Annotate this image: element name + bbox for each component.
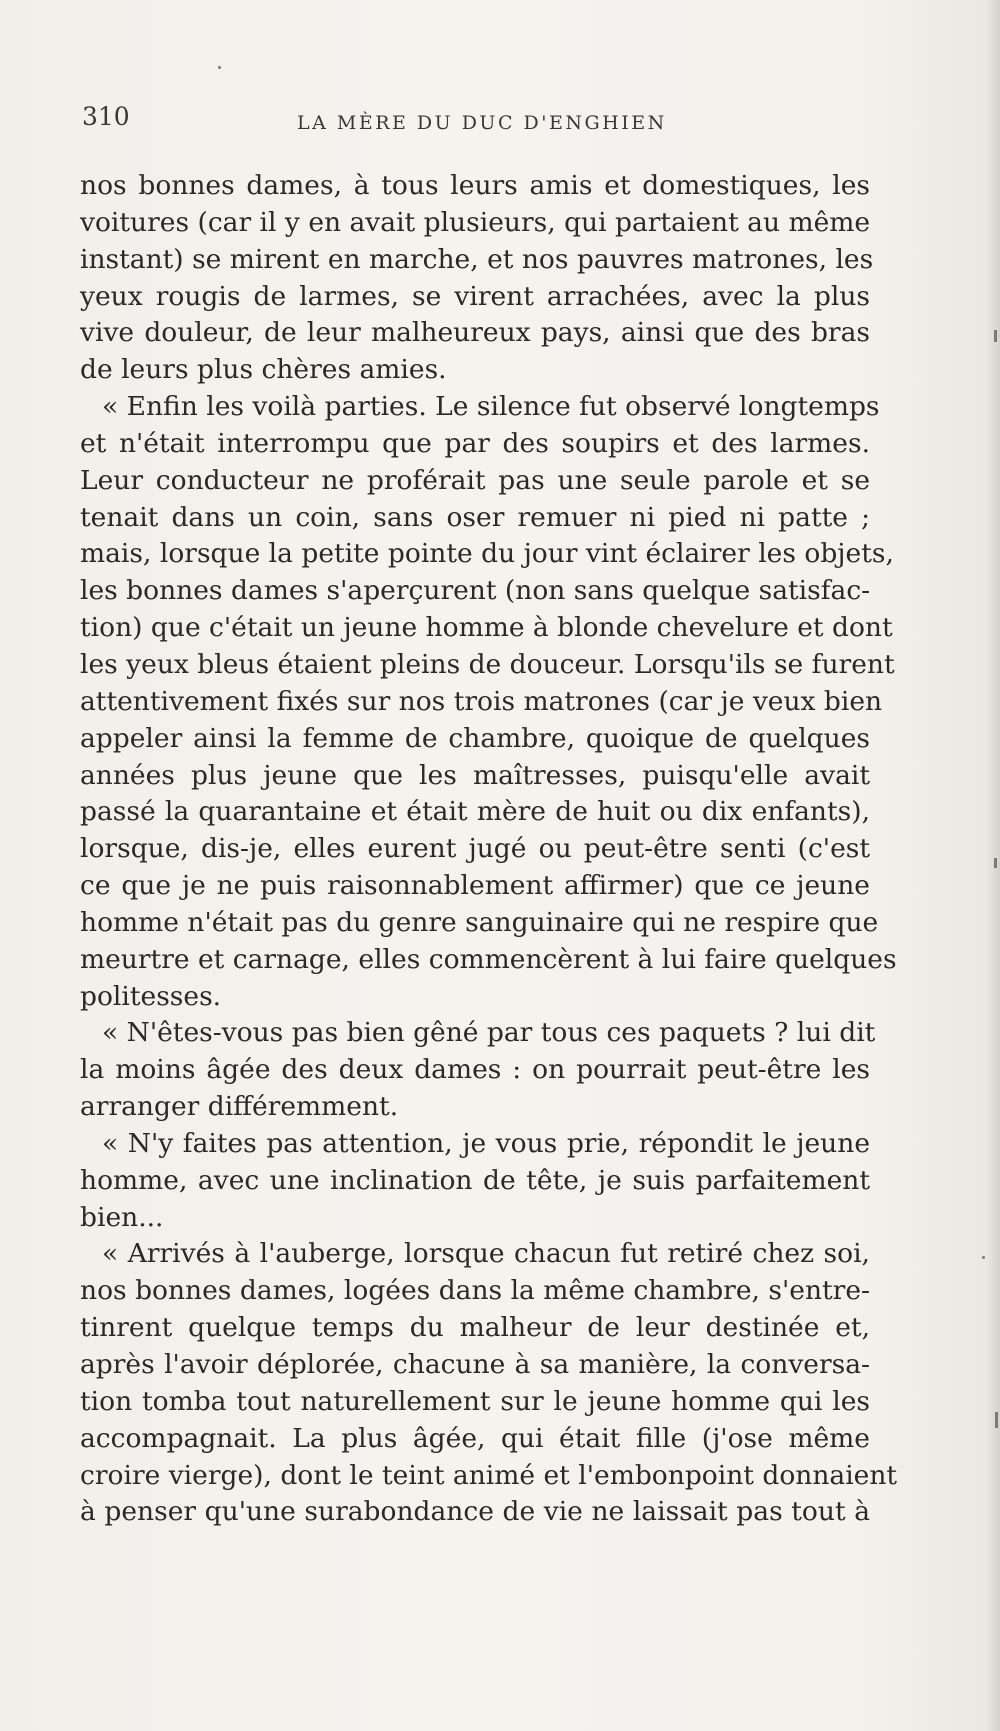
text-line: nos bonnes dames, à tous leurs amis et domestiques, les [80, 170, 870, 201]
text-line: homme, avec une inclination de tête, je suis parfaitement [80, 1164, 870, 1196]
text-line: voitures (car il y en avait plusieurs, qui partaient au même [80, 206, 871, 238]
margin-speck [218, 66, 221, 69]
text-line: meurtre et carnage, elles commencèrent à lui faire quelques [80, 943, 897, 975]
text-line: vive douleur, de leur malheureux pays, ainsi que des bras [80, 317, 870, 349]
paragraph-start-line: « Enfin les voilà parties. Le silence fut observé longtemps [102, 391, 880, 423]
paragraph-start-line: « N'êtes-vous pas bien gêné par tous ces paquets ? lui dit [102, 1017, 876, 1049]
paragraph-start-line: « Arrivés à l'auberge, lorsque chacun fut retiré chez soi, [102, 1238, 870, 1270]
text-line: arranger différemment. [80, 1091, 399, 1123]
text-line: politesses. [80, 980, 222, 1012]
text-line: croire vierge), dont le teint animé et l'embonpoint donnaient [80, 1459, 898, 1491]
margin-speck [994, 330, 997, 342]
text-line: à penser qu'une surabondance de vie ne laissait pas tout à [80, 1496, 870, 1528]
text-line: tion tomba tout naturellement sur le jeune homme qui les [80, 1385, 870, 1417]
text-line: la moins âgée des deux dames : on pourrait peut-être les [80, 1054, 870, 1086]
text-line: ce que je ne puis raisonnablement affirmer) que ce jeune [80, 870, 870, 902]
paragraph-start-line: « N'y faites pas attention, je vous prie, répondit le jeune [102, 1127, 870, 1159]
text-line: de leurs plus chères amies. [80, 354, 447, 386]
text-line: tenait dans un coin, sans oser remuer ni pied ni patte ; [80, 501, 870, 533]
text-line: après l'avoir déplorée, chacune à sa manière, la conversa- [80, 1349, 870, 1380]
text-line: accompagnait. La plus âgée, qui était fille (j'ose même [80, 1422, 870, 1454]
text-line: instant) se mirent en marche, et nos pauvres matrones, les [80, 243, 874, 275]
text-line: passé la quarantaine et était mère de huit ou dix enfants), [80, 796, 870, 828]
page-number: 310 [82, 102, 130, 131]
text-line: années plus jeune que les maîtresses, puisqu'elle avait [80, 759, 870, 791]
text-line: et n'était interrompu que par des soupirs et des larmes. [80, 427, 870, 459]
text-line: Leur conducteur ne proférait pas une seule parole et se [80, 464, 870, 496]
margin-speck [994, 858, 997, 868]
text-line: mais, lorsque la petite pointe du jour vint éclairer les objets, [80, 538, 894, 570]
margin-speck [995, 1412, 998, 1428]
text-line: les bonnes dames s'aperçurent (non sans quelque satisfac- [80, 575, 871, 607]
page-edge-shadow [986, 0, 1000, 1731]
running-title: LA MÈRE DU DUC D'ENGHIEN [297, 112, 667, 134]
text-line: attentivement fixés sur nos trois matrones (car je veux bien [80, 685, 883, 717]
text-line: les yeux bleus étaient pleins de douceur. Lorsqu'ils se furent [80, 648, 895, 680]
text-line: appeler ainsi la femme de chambre, quoique de quelques [80, 722, 870, 754]
text-line: lorsque, dis-je, elles eurent jugé ou peut-être senti (c'est [80, 833, 870, 865]
text-line: homme n'était pas du genre sanguinaire qui ne respire que [80, 906, 879, 938]
margin-speck [982, 1256, 985, 1259]
text-line: yeux rougis de larmes, se virent arrachées, avec la plus [80, 280, 870, 312]
body-text [80, 168, 898, 1531]
text-line: tinrent quelque temps du malheur de leur destinée et, [80, 1312, 870, 1344]
text-line: nos bonnes dames, logées dans la même chambre, s'entre- [80, 1275, 870, 1307]
text-line: bien... [80, 1201, 164, 1233]
text-line: tion) que c'était un jeune homme à blonde chevelure et dont [80, 612, 893, 644]
running-head [82, 102, 862, 142]
